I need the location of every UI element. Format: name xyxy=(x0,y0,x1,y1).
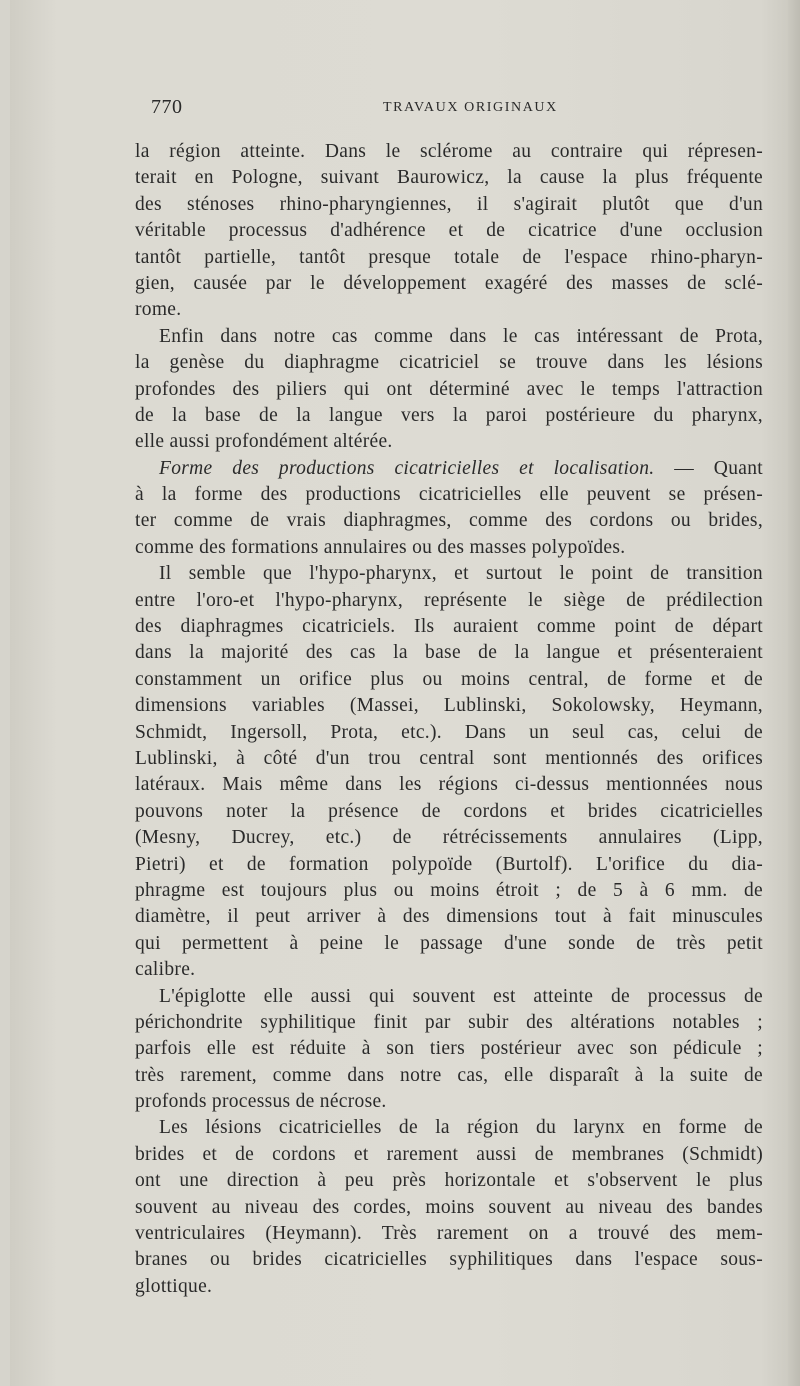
text-line: brides et de cordons et rarement aussi de membranes (Schmidt) xyxy=(135,1143,763,1165)
section-heading: Forme des productions cicatricielles et localisation. xyxy=(159,457,655,479)
text-line: (Mesny, Ducrey, etc.) de rétrécissements annulaires (Lipp, xyxy=(135,827,763,849)
text-line: phragme est toujours plus ou moins étroit ; de 5 à 6 mm. de xyxy=(135,879,763,901)
text-line: profondes des piliers qui ont déterminé avec le temps l'attraction xyxy=(135,378,763,400)
text-line: Enfin dans notre cas comme dans le cas intéressant de Prota, xyxy=(159,325,763,347)
text-line: la région atteinte. Dans le sclérome au contraire qui répresen- xyxy=(135,141,763,162)
text-line: entre l'oro-et l'hypo-pharynx, représente le siège de prédilection xyxy=(135,589,763,611)
text-line: Pietri) et de formation polypoïde (Burtolf). L'orifice du dia- xyxy=(135,853,763,875)
page-number: 770 xyxy=(151,96,183,118)
text-line: souvent au niveau des cordes, moins souvent au niveau des bandes xyxy=(135,1196,763,1218)
page-edge xyxy=(788,0,800,1386)
text-line: calibre. xyxy=(135,959,196,981)
text-line: des sténoses rhino-pharyngiennes, il s'agirait plutôt que d'un xyxy=(135,193,763,215)
text-line: qui permettent à peine le passage d'une sonde de très petit xyxy=(135,932,763,954)
text-line: comme des formations annulaires ou des masses polypoïdes. xyxy=(135,536,626,558)
text-line: Lublinski, à côté d'un trou central sont mentionnés des orifices xyxy=(135,747,763,769)
text-line: pouvons noter la présence de cordons et brides cicatricielles xyxy=(135,800,763,822)
text-line: Schmidt, Ingersoll, Prota, etc.). Dans un seul cas, celui de xyxy=(135,721,763,743)
running-head xyxy=(143,96,773,120)
text-line: ventriculaires (Heymann). Très rarement on a trouvé des mem- xyxy=(135,1223,763,1245)
text-line: elle aussi profondément altérée. xyxy=(135,431,393,453)
text-line: glottique. xyxy=(135,1275,213,1297)
text-line: périchondrite syphilitique finit par subir des altérations notables ; xyxy=(135,1011,763,1033)
body-text xyxy=(135,139,763,1300)
text-line: très rarement, comme dans notre cas, elle disparaît à la suite de xyxy=(135,1064,763,1086)
running-head-title: TRAVAUX ORIGINAUX xyxy=(383,100,558,115)
text-line: des diaphragmes cicatriciels. Ils auraient comme point de départ xyxy=(135,616,763,638)
text-line: branes ou brides cicatricielles syphilitiques dans l'espace sous- xyxy=(135,1249,763,1271)
text-line: ter comme de vrais diaphragmes, comme des cordons ou brides, xyxy=(135,510,763,532)
text-line-remainder: — Quant xyxy=(674,457,763,479)
section-heading-line xyxy=(135,456,763,482)
text-line: diamètre, il peut arriver à des dimensions tout à fait minuscules xyxy=(135,906,763,928)
text-line: profonds processus de nécrose. xyxy=(135,1091,387,1113)
text-line: gien, causée par le développement exagéré des masses de sclé- xyxy=(135,272,763,294)
text-line: parfois elle est réduite à son tiers postérieur avec son pédicule ; xyxy=(135,1038,763,1060)
text-line: constamment un orifice plus ou moins central, de forme et de xyxy=(135,668,763,690)
text-line: de la base de la langue vers la paroi postérieure du pharynx, xyxy=(135,404,763,426)
text-line: Les lésions cicatricielles de la région du larynx en forme de xyxy=(159,1117,763,1139)
text-line: Il semble que l'hypo-pharynx, et surtout le point de transition xyxy=(159,563,763,585)
text-line: ont une direction à peu près horizontale et s'observent le plus xyxy=(135,1170,763,1192)
text-line: la genèse du diaphragme cicatriciel se trouve dans les lésions xyxy=(135,352,763,374)
text-line: tantôt partielle, tantôt presque totale de l'espace rhino-pharyn- xyxy=(135,246,763,268)
text-line: dans la majorité des cas la base de la langue et présenteraient xyxy=(135,642,763,664)
text-line: dimensions variables (Massei, Lublinski, Sokolowsky, Heymann, xyxy=(135,695,763,717)
text-line: rome. xyxy=(135,299,182,321)
text-line: véritable processus d'adhérence et de cicatrice d'une occlusion xyxy=(135,220,763,242)
text-line: terait en Pologne, suivant Baurowicz, la cause la plus fréquente xyxy=(135,167,763,189)
text-line: à la forme des productions cicatricielles elle peuvent se présen- xyxy=(135,484,763,506)
text-line: L'épiglotte elle aussi qui souvent est atteinte de processus de xyxy=(159,985,763,1007)
text-line: latéraux. Mais même dans les régions ci-dessus mentionnées nous xyxy=(135,774,763,796)
